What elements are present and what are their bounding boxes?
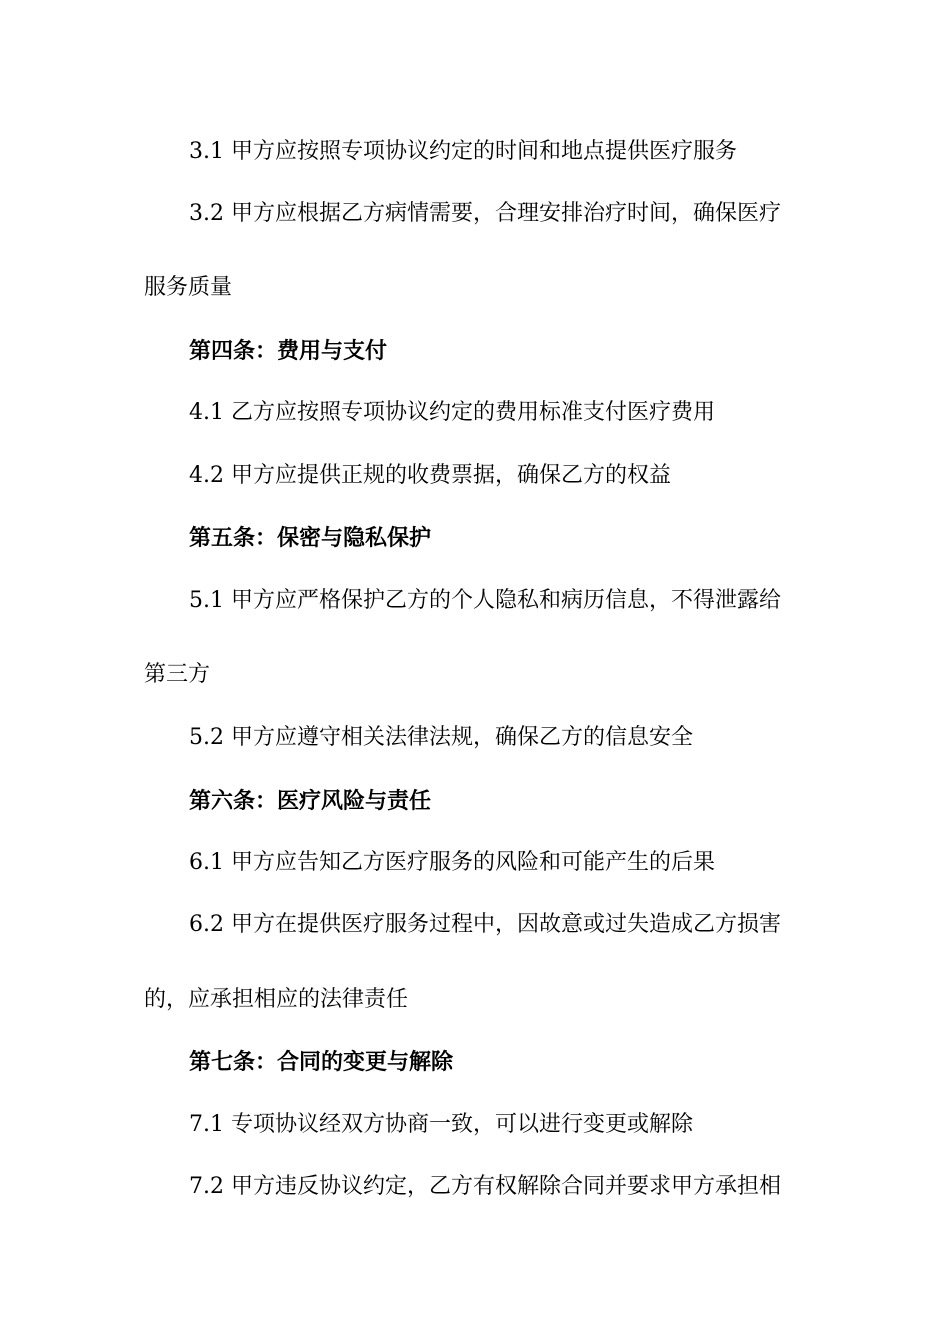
clause-6-2-continued: 的，应承担相应的法律责任 [144, 987, 409, 1012]
clause-3-1: 3.1 甲方应按照专项协议约定的时间和地点提供医疗服务 [189, 139, 737, 164]
clause-7-1: 7.1 专项协议经双方协商一致，可以进行变更或解除 [189, 1112, 693, 1137]
clause-6-2: 6.2 甲方在提供医疗服务过程中，因故意或过失造成乙方损害 [189, 912, 781, 937]
clause-6-1: 6.1 甲方应告知乙方医疗服务的风险和可能产生的后果 [189, 850, 715, 875]
clause-5-1-continued: 第三方 [144, 662, 211, 687]
clause-4-2: 4.2 甲方应提供正规的收费票据，确保乙方的权益 [189, 463, 671, 488]
heading-article-6: 第六条：医疗风险与责任 [189, 788, 432, 814]
clause-4-1: 4.1 乙方应按照专项协议约定的费用标准支付医疗费用 [189, 400, 715, 425]
clause-3-2: 3.2 甲方应根据乙方病情需要，合理安排治疗时间，确保医疗 [189, 201, 781, 226]
clause-5-2: 5.2 甲方应遵守相关法律法规，确保乙方的信息安全 [189, 725, 693, 750]
clause-5-1: 5.1 甲方应严格保护乙方的个人隐私和病历信息，不得泄露给 [189, 588, 781, 613]
heading-article-4: 第四条：费用与支付 [189, 338, 388, 364]
heading-article-7: 第七条：合同的变更与解除 [189, 1049, 454, 1075]
heading-article-5: 第五条：保密与隐私保护 [189, 525, 432, 551]
clause-3-2-continued: 服务质量 [144, 275, 233, 300]
clause-7-2: 7.2 甲方违反协议约定，乙方有权解除合同并要求甲方承担相 [189, 1174, 781, 1199]
